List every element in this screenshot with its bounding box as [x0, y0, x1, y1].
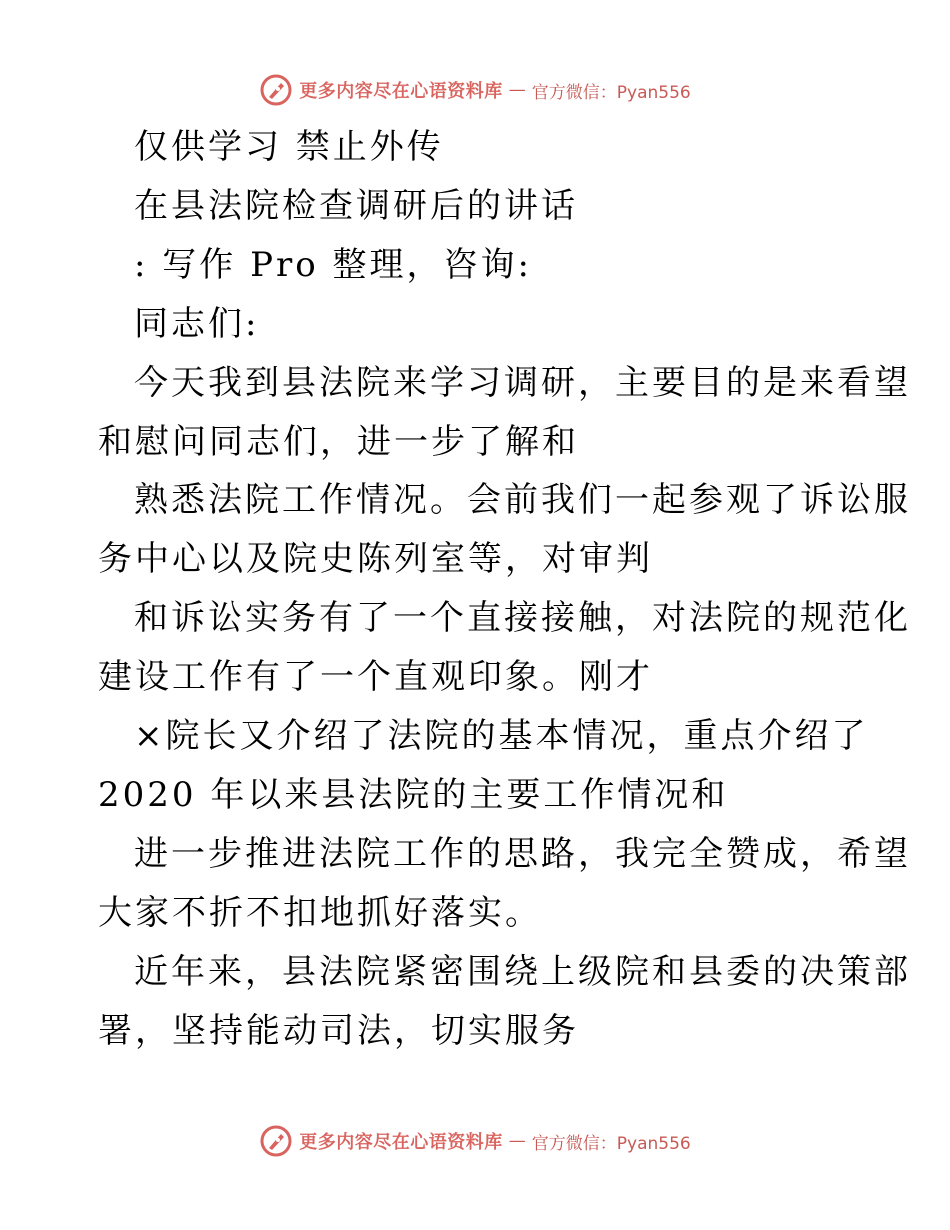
doc-line: 近年来，县法院紧密围绕上级院和县委的决策部 [134, 952, 911, 992]
doc-line: ×院长又介绍了法院的基本情况，重点介绍了 [134, 716, 869, 756]
doc-line: 建设工作有了一个直观印象。刚才 [98, 657, 653, 697]
doc-line: 署，坚持能动司法，切实服务 [98, 1011, 579, 1051]
doc-line: 和慰问同志们，进一步了解和 [98, 422, 579, 462]
watermark-separator: — [508, 1131, 526, 1151]
doc-title: 在县法院检查调研后的讲话 [134, 186, 578, 226]
doc-line: 熟悉法院工作情况。会前我们一起参观了诉讼服 [134, 480, 911, 520]
doc-line: 2020 年以来县法院的主要工作情况和 [98, 775, 729, 815]
watermark-separator: — [508, 80, 526, 100]
doc-salutation: 同志们: [134, 304, 260, 344]
doc-line: 务中心以及院史陈列室等，对审判 [98, 539, 653, 579]
doc-line: : 写作 Pro 整理，咨询: [134, 245, 532, 285]
watermark-contact: 官方微信：Pyan556 [531, 1133, 691, 1154]
pen-nib-circle-icon [259, 1124, 293, 1158]
footer-watermark [0, 1121, 950, 1161]
doc-line: 进一步推进法院工作的思路，我完全赞成，希望 [134, 834, 911, 874]
watermark-brand: 更多内容尽在心语资料库 [299, 81, 503, 102]
doc-line: 大家不折不扣地抓好落实。 [98, 893, 542, 933]
doc-line: 仅供学习 禁止外传 [134, 127, 444, 167]
doc-line: 今天我到县法院来学习调研，主要目的是来看望 [134, 363, 911, 403]
watermark-contact: 官方微信：Pyan556 [531, 82, 691, 103]
watermark-brand: 更多内容尽在心语资料库 [299, 1132, 503, 1153]
doc-line: 和诉讼实务有了一个直接接触，对法院的规范化 [134, 598, 911, 638]
